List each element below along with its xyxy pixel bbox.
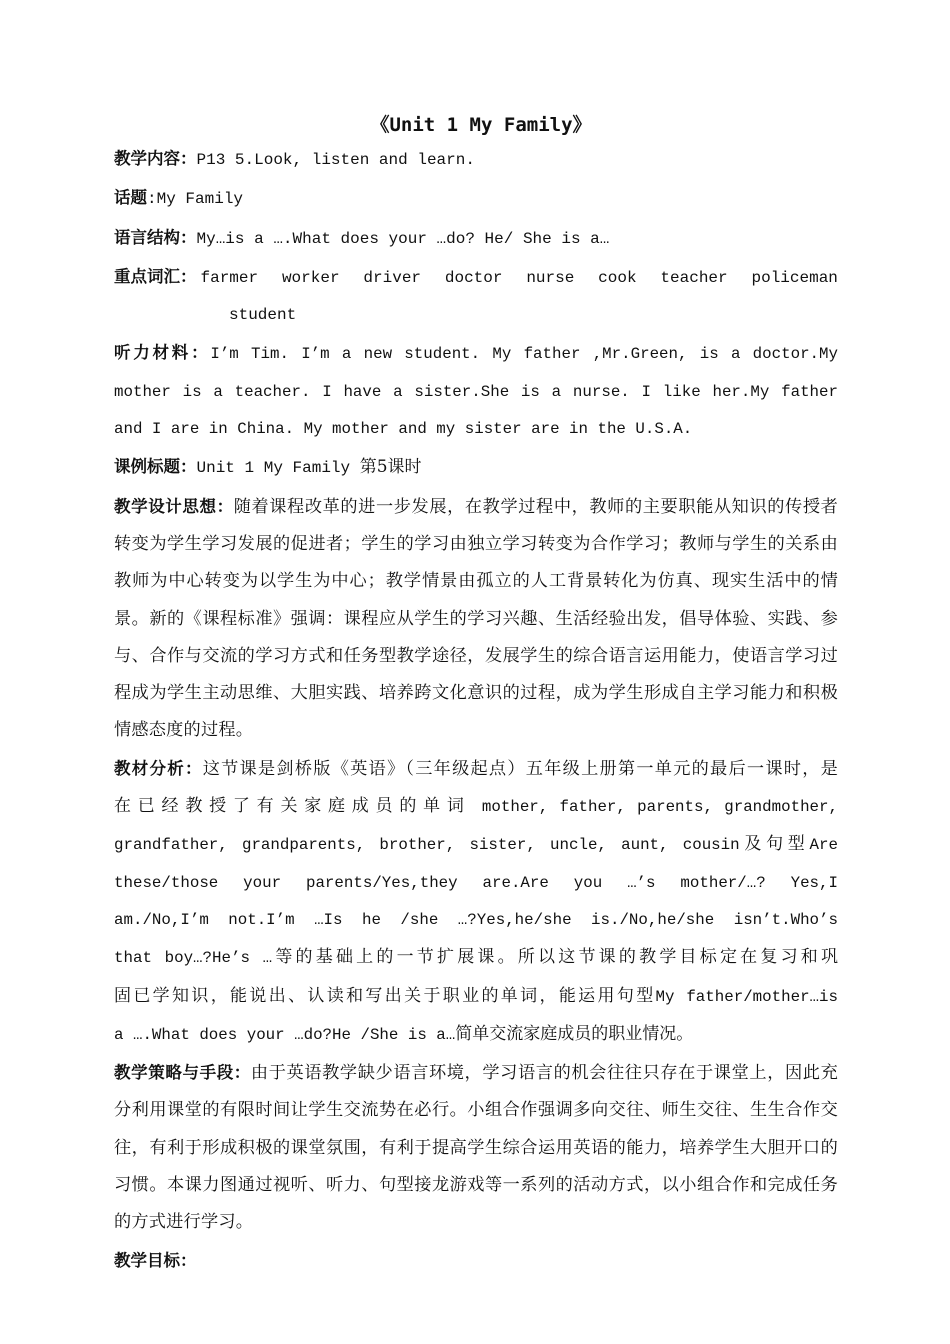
listening-text-1: I’m Tim. I’m a new student. My father ,Mr.Green, is a doctor.My [210, 345, 838, 364]
document-title: 《Unit 1 My Family》 [370, 114, 592, 136]
material-line-5: am./No,I’m not.I’m …Is he /she …?Yes,he/she is./No,he/she isn’t.Who’s [114, 910, 838, 929]
material-line-6 [114, 939, 838, 977]
strategy-text: 由于英语教学缺少语言环境，学习语言的机会往往只存在于课堂上，因此充分利用课堂的有限时间让学生交流势在必行。小组合作强调多向交往、师生交往、生生合作交往，有利于形成积极的课堂氛围，有利于提高学生综合运用英语的能力，培养学生大胆开口的习惯。本课力图通过视听、听力、句型接龙游戏等一系列的活动方式，以小组合作和完成任务的方式进行学习。 [114, 1063, 838, 1233]
content-label: 教学内容： [114, 149, 197, 168]
vocab-word: nurse [526, 268, 575, 287]
topic-label: 话题 [114, 188, 147, 208]
vocab-word: farmer [200, 268, 259, 287]
listening-label: 听力材料： [114, 343, 211, 363]
design-idea-label: 教学设计思想： [114, 496, 234, 516]
material-text-7-cn: 固已学知识，能说出、认读和写出关于职业的单词，能运用句型 [114, 985, 656, 1006]
listening-line-3: and I are in China. My mother and my sister are in the U.S.A. [114, 420, 693, 439]
structure-value: My…is a ….What does your …do? He/ She is a… [196, 229, 610, 248]
listening-line-2: mother is a teacher. I have a sister.She is a nurse. I like her.My father [114, 382, 838, 401]
vocab-word: cook [598, 268, 637, 287]
material-line-7 [114, 978, 838, 1016]
material-label: 教材分析： [114, 758, 203, 778]
material-text-3-en2: Are [809, 836, 838, 855]
material-line-4: these/those your parents/Yes,they are.Are you …’s mother/…? Yes,I [114, 873, 838, 892]
lesson-title-label: 课例标题： [114, 457, 197, 477]
strategy-paragraph [114, 1054, 838, 1241]
lesson-title-row [114, 448, 838, 487]
document-page [114, 110, 838, 1280]
material-line-2 [114, 788, 838, 826]
vocab-word: teacher [660, 268, 728, 287]
material-text-7-en: My father/mother…is [655, 987, 839, 1006]
material-text-1: 这节课是剑桥版《英语》（三年级起点）五年级上册第一单元的最后一课时，是 [202, 758, 839, 779]
lesson-title-value: Unit 1 My Family [196, 459, 360, 478]
material-text-3-cn: 及句型 [739, 834, 810, 855]
objectives-label: 教学目标： [114, 1250, 197, 1270]
content-value: P13 5.Look, listen and learn. [196, 151, 475, 169]
vocabulary-words [201, 260, 839, 297]
material-line-1 [114, 750, 838, 788]
listening-line-1 [114, 334, 838, 373]
vocab-word: worker [281, 268, 340, 287]
vocabulary-continuation: student [229, 306, 297, 325]
vocabulary-row [114, 258, 838, 297]
content-row [114, 140, 838, 179]
vocab-word: doctor [444, 268, 503, 287]
material-text-2-en: mother, father, parents, grandmother, [470, 798, 838, 817]
vocabulary-label: 重点词汇： [114, 266, 197, 286]
material-text-8-cn: 简单交流家庭成员的职业情况。 [455, 1023, 694, 1044]
material-text-2-cn: 在已经教授了有关家庭成员的单词 [114, 796, 471, 817]
vocab-word: policeman [751, 268, 838, 287]
material-text-6-en: that boy…?He’s … [114, 949, 273, 968]
material-line-8 [114, 1016, 838, 1054]
material-text-8-en: a ….What does your …do?He /She is a… [114, 1025, 456, 1044]
material-text-3-en: grandfather, grandparents, brother, sister, uncle, aunt, cousin [114, 836, 740, 855]
material-line-3 [114, 826, 838, 864]
strategy-label: 教学策略与手段： [114, 1063, 251, 1083]
material-text-6-cn: 等的基础上的一节扩展课。所以这节课的教学目标定在复习和巩 [272, 947, 838, 968]
objectives-row [114, 1242, 838, 1280]
lesson-title-period: 第5课时 [359, 457, 422, 478]
topic-row [114, 179, 838, 218]
design-idea-paragraph [114, 488, 838, 750]
vocab-word: driver [363, 268, 422, 287]
structure-label: 语言结构： [114, 227, 197, 247]
structure-row [114, 219, 838, 258]
topic-value: :My Family [147, 190, 244, 209]
design-idea-text: 随着课程改革的进一步发展，在教学过程中，教师的主要职能从知识的传授者转变为学生学习发展的促进者；学生的学习由独立学习转变为合作学习；教师与学生的关系由教师为中心转变为以学生为中心；教学情景由孤立的人工背景转化为仿真、现实生活中的情景。新的《课程标准》强调：课程应从学生的学习兴趣、生活经验出发，倡导体验、实践、参与、合作与交流的学习方式和任务型教学途径，发展学生的综合语言运用能力，使语言学习过程成为学生主动思维、大胆实践、培养跨文化意识的过程，成为学生形成自主学习能力和积极情感态度的过程。 [114, 496, 838, 741]
